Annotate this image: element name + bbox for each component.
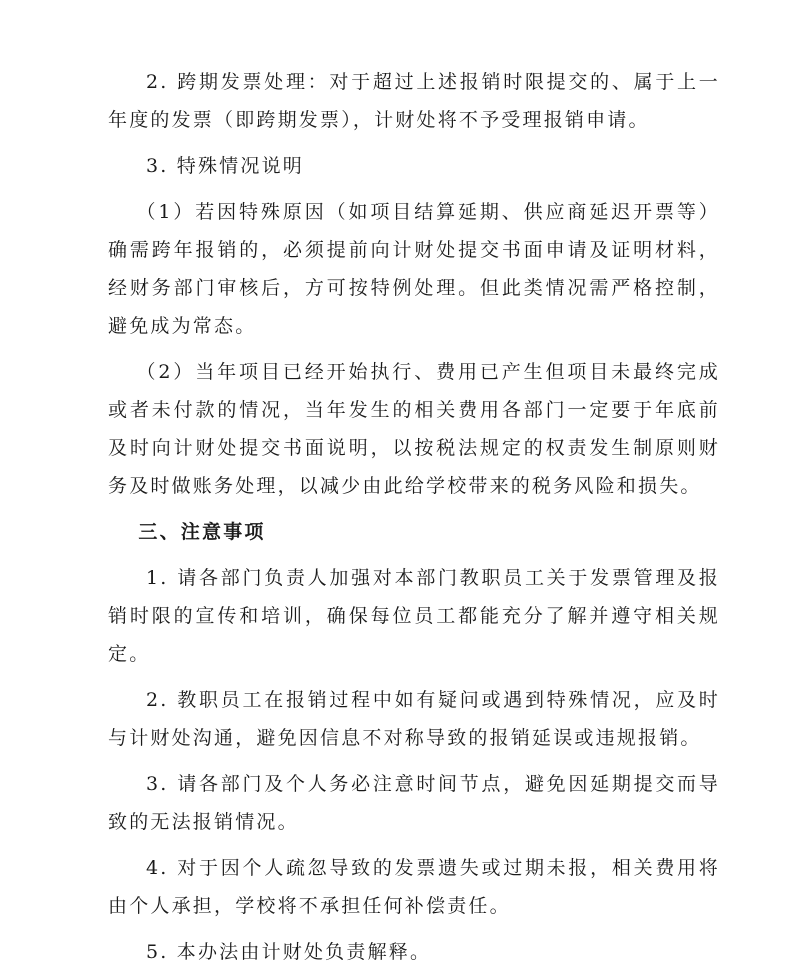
paragraph-note-3: 3. 请各部门及个人务必注意时间节点，避免因延期提交而导致的无法报销情况。 [108, 773, 720, 833]
paragraph-note-1: 1. 请各部门负责人加强对本部门教职员工关于发票管理及报销时限的宣传和培训，确保每位员工都能充分了解并遵守相关规定。 [108, 567, 720, 665]
paragraph-note-5: 5. 本办法由计财处负责解释。 [146, 941, 432, 963]
section-heading-notes: 三、注意事项 [138, 521, 266, 543]
paragraph-note-2: 2. 教职员工在报销过程中如有疑问或遇到特殊情况，应及时与计财处沟通，避免因信息不对称导致的报销延误或违规报销。 [108, 689, 720, 749]
paragraph-cross-period-invoice: 2. 跨期发票处理：对于超过上述报销时限提交的、属于上一年度的发票（即跨期发票），计财处将不予受理报销申请。 [108, 71, 720, 131]
paragraph-note-4: 4. 对于因个人疏忽导致的发票遗失或过期未报，相关费用将由个人承担，学校将不承担任何补偿责任。 [108, 857, 720, 917]
paragraph-special-case-1: （1）若因特殊原因（如项目结算延期、供应商延迟开票等）确需跨年报销的，必须提前向计财处提交书面申请及证明材料，经财务部门审核后，方可按特例处理。但此类情况需严格控制，避免成为常态。 [108, 201, 720, 337]
paragraph-special-cases-title: 3. 特殊情况说明 [146, 155, 304, 177]
paragraph-special-case-2: （2）当年项目已经开始执行、费用已产生但项目未最终完成或者未付款的情况，当年发生的相关费用各部门一定要于年底前及时向计财处提交书面说明，以按税法规定的权责发生制原则财务及时做账务处理，以减少由此给学校带来的税务风险和损失。 [108, 361, 720, 497]
